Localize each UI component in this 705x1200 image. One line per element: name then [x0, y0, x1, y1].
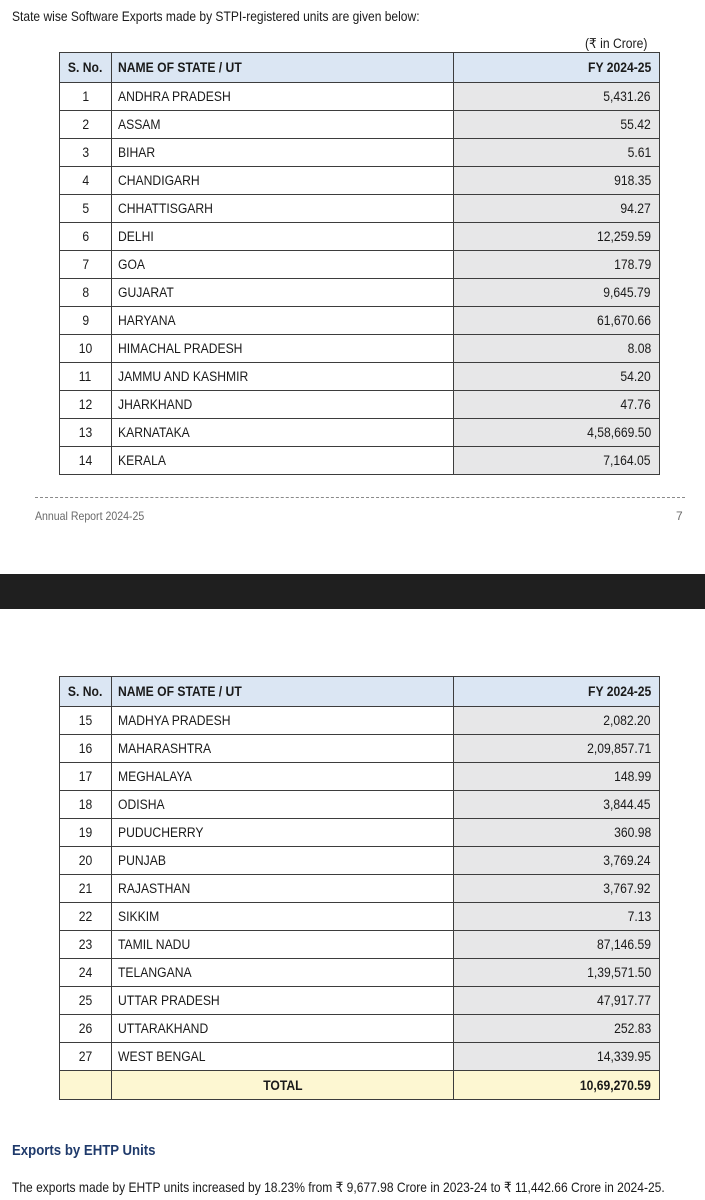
unit-note: (₹ in Crore)	[585, 36, 648, 51]
row-state-name: ANDHRA PRADESH	[112, 83, 454, 111]
header-sno: S. No.	[60, 53, 112, 83]
row-export-value: 7,164.05	[454, 447, 660, 475]
table-row	[60, 111, 660, 139]
table-row	[60, 307, 660, 335]
table-row	[60, 335, 660, 363]
row-sno: 12	[60, 391, 112, 419]
row-state-name: PUDUCHERRY	[112, 819, 454, 847]
row-sno: 25	[60, 987, 112, 1015]
row-state-name: CHHATTISGARH	[112, 195, 454, 223]
row-export-value: 5.61	[454, 139, 660, 167]
row-state-name: UTTARAKHAND	[112, 1015, 454, 1043]
row-sno: 23	[60, 931, 112, 959]
table-row	[60, 735, 660, 763]
header-state-name: NAME OF STATE / UT	[112, 677, 454, 707]
row-export-value: 3,767.92	[454, 875, 660, 903]
row-sno: 11	[60, 363, 112, 391]
ehtp-section-title: Exports by EHTP Units	[12, 1142, 156, 1159]
row-sno: 10	[60, 335, 112, 363]
table-row	[60, 195, 660, 223]
row-sno: 24	[60, 959, 112, 987]
row-state-name: DELHI	[112, 223, 454, 251]
row-export-value: 1,39,571.50	[454, 959, 660, 987]
row-export-value: 5,431.26	[454, 83, 660, 111]
table-row	[60, 707, 660, 735]
row-export-value: 4,58,669.50	[454, 419, 660, 447]
row-sno: 7	[60, 251, 112, 279]
table-row	[60, 139, 660, 167]
header-sno: S. No.	[60, 677, 112, 707]
row-sno: 27	[60, 1043, 112, 1071]
total-blank-cell	[60, 1071, 112, 1100]
row-state-name: KERALA	[112, 447, 454, 475]
table-row	[60, 251, 660, 279]
row-state-name: CHANDIGARH	[112, 167, 454, 195]
row-state-name: MAHARASHTRA	[112, 735, 454, 763]
row-sno: 1	[60, 83, 112, 111]
row-state-name: PUNJAB	[112, 847, 454, 875]
row-export-value: 12,259.59	[454, 223, 660, 251]
page-divider-dashed	[35, 497, 685, 498]
row-sno: 3	[60, 139, 112, 167]
row-state-name: UTTAR PRADESH	[112, 987, 454, 1015]
row-sno: 5	[60, 195, 112, 223]
header-state-name: NAME OF STATE / UT	[112, 53, 454, 83]
table-row	[60, 931, 660, 959]
table-row	[60, 419, 660, 447]
row-sno: 2	[60, 111, 112, 139]
row-sno: 16	[60, 735, 112, 763]
row-export-value: 47,917.77	[454, 987, 660, 1015]
table-row	[60, 1043, 660, 1071]
row-state-name: JAMMU AND KASHMIR	[112, 363, 454, 391]
row-export-value: 3,844.45	[454, 791, 660, 819]
row-sno: 22	[60, 903, 112, 931]
header-fy: FY 2024-25	[454, 677, 660, 707]
total-value: 10,69,270.59	[454, 1071, 660, 1100]
header-fy: FY 2024-25	[454, 53, 660, 83]
table-row	[60, 847, 660, 875]
table-row	[60, 763, 660, 791]
row-export-value: 55.42	[454, 111, 660, 139]
table-row	[60, 1015, 660, 1043]
row-state-name: GUJARAT	[112, 279, 454, 307]
table-row	[60, 875, 660, 903]
row-sno: 13	[60, 419, 112, 447]
total-label: TOTAL	[112, 1071, 454, 1100]
table-row	[60, 447, 660, 475]
footer-report-title: Annual Report 2024-25	[35, 509, 145, 523]
row-sno: 6	[60, 223, 112, 251]
row-sno: 19	[60, 819, 112, 847]
row-state-name: HIMACHAL PRADESH	[112, 335, 454, 363]
row-state-name: WEST BENGAL	[112, 1043, 454, 1071]
row-sno: 14	[60, 447, 112, 475]
row-sno: 18	[60, 791, 112, 819]
row-export-value: 178.79	[454, 251, 660, 279]
row-export-value: 54.20	[454, 363, 660, 391]
row-state-name: GOA	[112, 251, 454, 279]
row-state-name: BIHAR	[112, 139, 454, 167]
row-export-value: 2,082.20	[454, 707, 660, 735]
row-sno: 17	[60, 763, 112, 791]
row-sno: 20	[60, 847, 112, 875]
row-state-name: ASSAM	[112, 111, 454, 139]
intro-text: State wise Software Exports made by STPI-registered units are given below:	[12, 8, 420, 24]
table-row	[60, 363, 660, 391]
row-export-value: 252.83	[454, 1015, 660, 1043]
table-row	[60, 959, 660, 987]
row-export-value: 7.13	[454, 903, 660, 931]
table-row	[60, 791, 660, 819]
row-export-value: 9,645.79	[454, 279, 660, 307]
page-gap-bar	[0, 574, 705, 609]
table-header-row	[60, 53, 660, 83]
row-export-value: 87,146.59	[454, 931, 660, 959]
table-row	[60, 987, 660, 1015]
row-export-value: 3,769.24	[454, 847, 660, 875]
row-state-name: HARYANA	[112, 307, 454, 335]
row-sno: 8	[60, 279, 112, 307]
row-sno: 21	[60, 875, 112, 903]
table-row	[60, 167, 660, 195]
table-row	[60, 223, 660, 251]
row-state-name: TAMIL NADU	[112, 931, 454, 959]
ehtp-section-text: The exports made by EHTP units increased by 18.23% from ₹ 9,677.98 Crore in 2023-24 to ₹ 11,442.66 Crore in 2024-25.	[12, 1179, 665, 1195]
footer-page-number: 7	[676, 509, 683, 523]
row-export-value: 94.27	[454, 195, 660, 223]
row-export-value: 14,339.95	[454, 1043, 660, 1071]
table-row	[60, 391, 660, 419]
row-state-name: RAJASTHAN	[112, 875, 454, 903]
row-state-name: MEGHALAYA	[112, 763, 454, 791]
row-export-value: 360.98	[454, 819, 660, 847]
state-exports-table-page-1	[59, 52, 660, 475]
row-sno: 15	[60, 707, 112, 735]
state-exports-table-page-2	[59, 676, 660, 1100]
row-export-value: 61,670.66	[454, 307, 660, 335]
table-row	[60, 279, 660, 307]
total-row	[60, 1071, 660, 1100]
row-state-name: TELANGANA	[112, 959, 454, 987]
row-sno: 26	[60, 1015, 112, 1043]
row-state-name: ODISHA	[112, 791, 454, 819]
table-header-row	[60, 677, 660, 707]
table-row	[60, 903, 660, 931]
row-state-name: KARNATAKA	[112, 419, 454, 447]
row-export-value: 918.35	[454, 167, 660, 195]
row-state-name: MADHYA PRADESH	[112, 707, 454, 735]
row-state-name: JHARKHAND	[112, 391, 454, 419]
row-export-value: 8.08	[454, 335, 660, 363]
row-sno: 4	[60, 167, 112, 195]
table-row	[60, 83, 660, 111]
row-export-value: 2,09,857.71	[454, 735, 660, 763]
row-state-name: SIKKIM	[112, 903, 454, 931]
row-sno: 9	[60, 307, 112, 335]
table-row	[60, 819, 660, 847]
row-export-value: 47.76	[454, 391, 660, 419]
row-export-value: 148.99	[454, 763, 660, 791]
